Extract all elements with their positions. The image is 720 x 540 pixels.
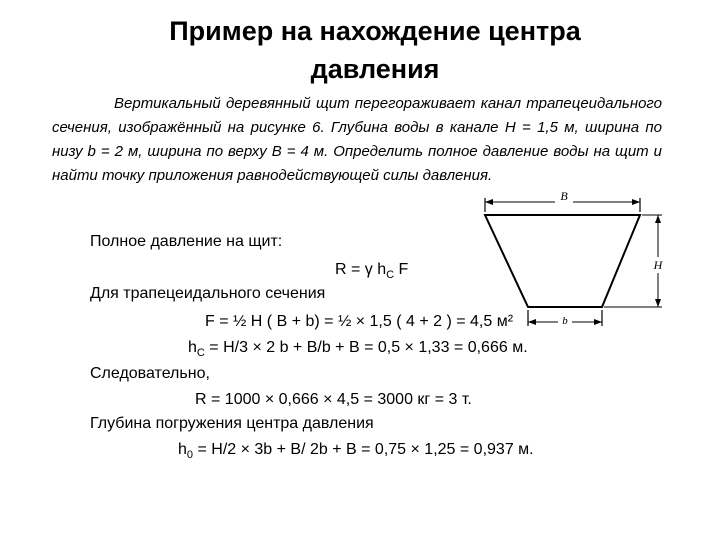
formula-area: F = ½ H ( B + b) = ½ × 1,5 ( 4 + 2 ) = 4,5 м²: [205, 313, 514, 330]
page-title: [60, 12, 690, 88]
height-dim-arrow-top: [655, 215, 661, 223]
formula-hc-subscript: C: [196, 347, 205, 359]
formula-h0-rest: = H/2 × 3b + B/ 2b + B = 0,75 × 1,25 = 0,937 м.: [193, 441, 534, 458]
formula-r-result: R = 1000 × 0,666 × 4,5 = 3000 кг = 3 т.: [195, 391, 472, 408]
trapezoid-shape: [485, 215, 640, 307]
formula-r-end: F: [394, 261, 409, 278]
bottom-dim-arrow-right: [594, 319, 602, 325]
formula-hc: [188, 338, 528, 363]
height-dim-arrow-bottom: [655, 299, 661, 307]
problem-statement: Вертикальный деревянный щит перегораживает канал трапецеидального сечения, изображённый на рисунке 6. Глубина воды в канале H = 1,5 м, ширина по низу b = 2 м, ширина по верху B = 4 м. Определить полное давление воды на щит и найти точку приложения равнодействующей силы давления.: [52, 95, 662, 184]
trapezoid-diagram: [470, 180, 675, 340]
solution-line-depth: Глубина погружения центра давления: [90, 415, 374, 432]
title-line-1: Пример на нахождение центра: [169, 16, 581, 46]
solution-line-trapezoid: Для трапецеидального сечения: [90, 285, 326, 302]
top-dim-arrow-right: [632, 199, 640, 205]
solution-line-therefore: Следовательно,: [90, 365, 210, 382]
formula-h0: [178, 440, 534, 465]
title-line-2: давления: [310, 54, 440, 84]
formula-r-subscript: C: [386, 269, 395, 281]
formula-r: [335, 260, 408, 285]
height-dim-label: H: [653, 258, 663, 272]
bottom-dim-label: b: [562, 315, 568, 327]
top-dim-label: B: [560, 189, 568, 203]
formula-r-main: R = γ h: [335, 261, 387, 278]
formula-h0-subscript: 0: [186, 449, 194, 461]
top-dim-arrow-left: [485, 199, 493, 205]
solution-line-total-pressure: Полное давление на щит:: [90, 233, 283, 250]
formula-h0-h: h: [178, 441, 187, 458]
formula-hc-rest: = H/3 × 2 b + B/b + B = 0,5 × 1,33 = 0,666 м.: [204, 339, 528, 356]
bottom-dim-arrow-left: [528, 319, 536, 325]
trapezoid-figure: [470, 180, 675, 340]
formula-hc-h: h: [188, 339, 197, 356]
